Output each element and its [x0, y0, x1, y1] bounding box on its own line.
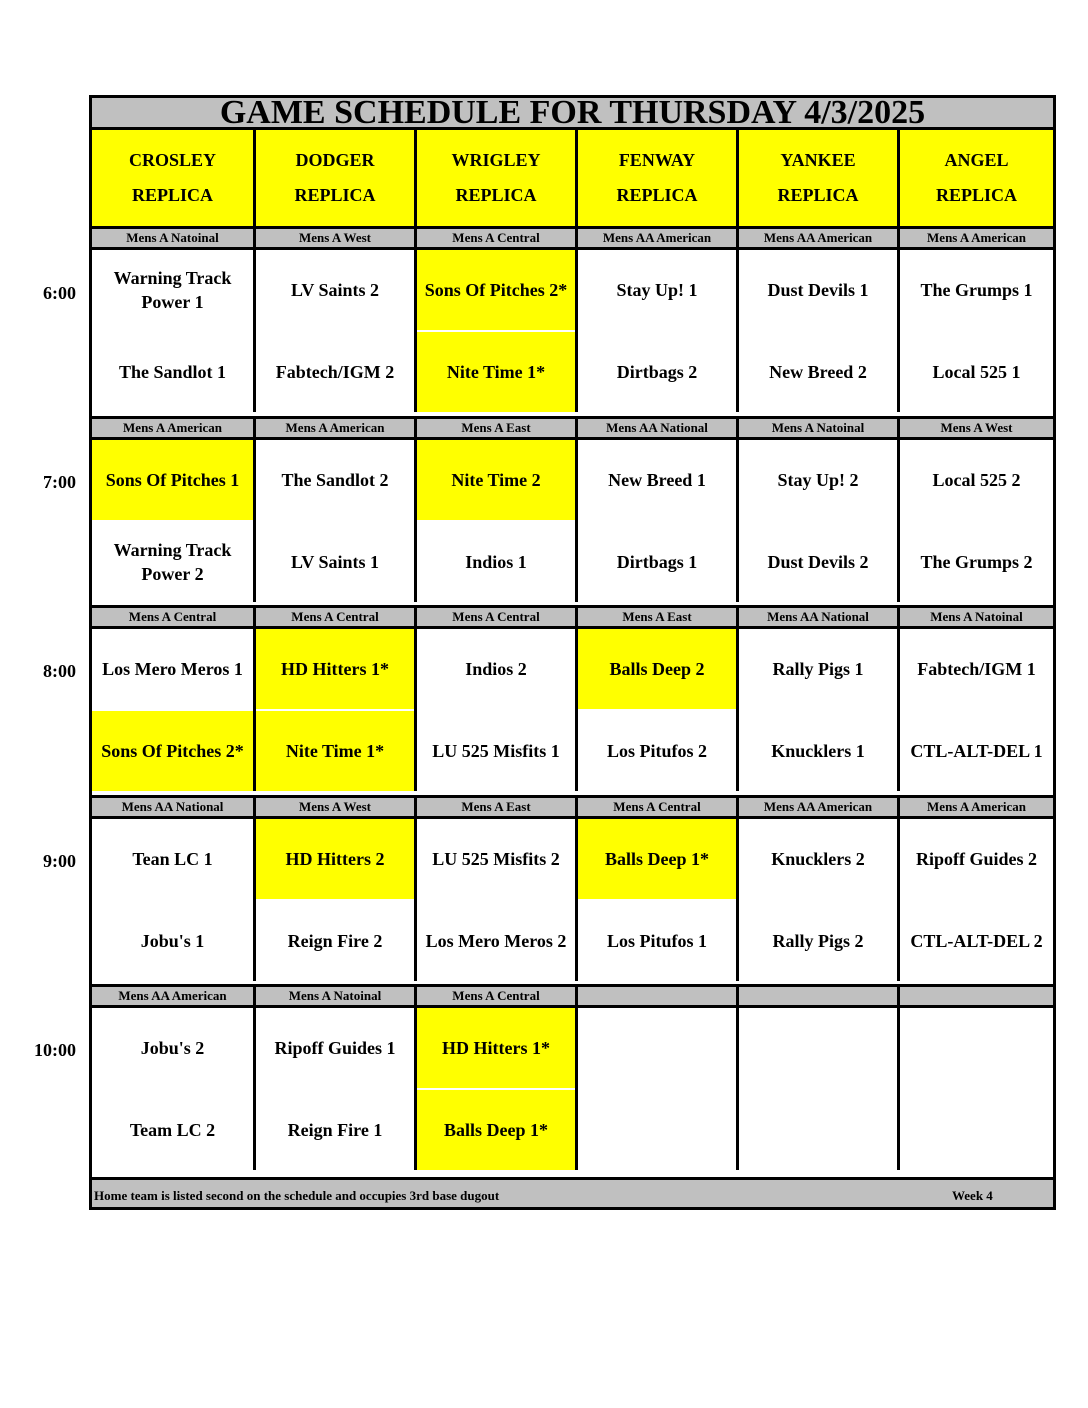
- home-team: Team LC 2: [129, 1120, 216, 1140]
- field-header-wrigley: [414, 130, 575, 226]
- field-name: FENWAY: [618, 150, 696, 170]
- division-label: [575, 984, 736, 1008]
- time-label: 8:00: [43, 661, 76, 681]
- field-header-dodger: [253, 130, 414, 226]
- game-cell: [897, 629, 1053, 791]
- field-header-yankee: [736, 130, 897, 226]
- game-cell: [253, 1008, 414, 1170]
- game-cell: [897, 1008, 1053, 1170]
- away-team: Indios 2: [465, 659, 527, 679]
- game-cell: [897, 250, 1053, 412]
- division-label: Mens AA American: [736, 226, 897, 250]
- away-team: HD Hitters 1*: [256, 629, 414, 709]
- away-team: Ripoff Guides 1: [274, 1038, 396, 1058]
- division-row: [92, 605, 1053, 629]
- division-label: Mens A East: [414, 416, 575, 440]
- field-header-crosley: [92, 130, 253, 226]
- field-name: CROSLEY: [128, 150, 217, 170]
- home-team: Los Mero Meros 2: [425, 931, 567, 951]
- footer-note: Home team is listed second on the schedule and occupies 3rd base dugout: [94, 1188, 500, 1203]
- game-cell: [736, 1008, 897, 1170]
- home-team: Jobu's 1: [140, 931, 205, 951]
- home-team: Warning Track Power 2: [113, 540, 232, 584]
- division-label: Mens AA National: [92, 795, 253, 819]
- away-team: [739, 1008, 897, 1088]
- game-cell: [253, 440, 414, 602]
- away-team: Rally Pigs 1: [772, 659, 864, 679]
- away-team: Stay Up! 1: [616, 280, 698, 300]
- home-team: The Grumps 2: [920, 552, 1033, 572]
- game-row: [92, 440, 1053, 602]
- game-cell: [253, 629, 414, 791]
- away-team: Ripoff Guides 2: [915, 849, 1038, 869]
- division-label: Mens A Central: [414, 605, 575, 629]
- away-team: Warning Track Power 1: [113, 268, 232, 312]
- division-label: Mens A West: [897, 416, 1053, 440]
- game-cell: [414, 250, 575, 412]
- home-team: Dirtbags 2: [616, 362, 698, 382]
- home-team: Fabtech/IGM 2: [275, 362, 395, 382]
- away-team: [578, 1008, 736, 1088]
- division-row: [92, 416, 1053, 440]
- division-label: Mens AA National: [575, 416, 736, 440]
- home-team: LU 525 Misfits 1: [432, 741, 560, 761]
- division-label: Mens A Central: [414, 226, 575, 250]
- division-label: Mens A West: [253, 795, 414, 819]
- division-label: Mens A East: [575, 605, 736, 629]
- away-team: Stay Up! 2: [777, 470, 859, 490]
- home-team: Rally Pigs 2: [772, 931, 864, 951]
- division-label: Mens A Central: [92, 605, 253, 629]
- game-cell: [253, 250, 414, 412]
- division-label: Mens A Central: [575, 795, 736, 819]
- division-row: [92, 226, 1053, 250]
- home-team: [739, 1090, 897, 1170]
- division-label: Mens A American: [897, 795, 1053, 819]
- field-type: REPLICA: [616, 185, 698, 205]
- home-team: Nite Time 1*: [417, 332, 575, 412]
- home-team: Knucklers 1: [771, 741, 865, 761]
- away-team: Tean LC 1: [132, 849, 213, 869]
- footer-bar: [92, 1177, 1053, 1207]
- game-cell: [736, 250, 897, 412]
- field-name: WRIGLEY: [451, 150, 541, 170]
- schedule-title: GAME SCHEDULE FOR THURSDAY 4/3/2025: [92, 98, 1053, 130]
- away-team: Dust Devils 1: [767, 280, 869, 300]
- division-label: Mens A American: [253, 416, 414, 440]
- division-row: [92, 795, 1053, 819]
- home-team: Los Pitufos 1: [606, 931, 707, 951]
- division-label: Mens AA American: [92, 984, 253, 1008]
- away-team: The Sandlot 2: [281, 470, 389, 490]
- home-team: LV Saints 1: [290, 552, 380, 572]
- home-team: Nite Time 1*: [256, 711, 414, 791]
- division-label: Mens A Natoinal: [736, 416, 897, 440]
- game-cell: [575, 629, 736, 791]
- game-cell: [575, 250, 736, 412]
- division-label: Mens A American: [92, 416, 253, 440]
- away-team: Los Mero Meros 1: [102, 659, 243, 679]
- field-type: REPLICA: [455, 185, 537, 205]
- game-cell: [736, 440, 897, 602]
- game-cell: [92, 250, 253, 412]
- away-team: Jobu's 2: [140, 1038, 205, 1058]
- away-team: Knucklers 2: [771, 849, 865, 869]
- division-label: Mens A Natoinal: [897, 605, 1053, 629]
- game-cell: [253, 819, 414, 981]
- time-label: 10:00: [34, 1040, 76, 1060]
- home-team: Sons Of Pitches 2*: [92, 711, 253, 791]
- division-label: Mens AA American: [575, 226, 736, 250]
- game-cell: [92, 1008, 253, 1170]
- game-row: [92, 629, 1053, 791]
- division-label: Mens A Natoinal: [92, 226, 253, 250]
- field-type: REPLICA: [935, 185, 1017, 205]
- division-label: [736, 984, 897, 1008]
- home-team: [900, 1090, 1053, 1170]
- division-label: Mens AA American: [736, 795, 897, 819]
- game-cell: [414, 1008, 575, 1170]
- division-label: Mens A West: [253, 226, 414, 250]
- away-team: LU 525 Misfits 2: [432, 849, 560, 869]
- division-row: [92, 984, 1053, 1008]
- away-team: HD Hitters 2: [256, 819, 414, 899]
- away-team: LV Saints 2: [290, 280, 380, 300]
- time-label: 7:00: [43, 472, 76, 492]
- division-label: Mens A Central: [414, 984, 575, 1008]
- game-row: [92, 1008, 1053, 1170]
- week-label: Week 4: [952, 1188, 993, 1203]
- home-team: Local 525 1: [932, 362, 1021, 382]
- home-team: New Breed 2: [769, 362, 867, 382]
- game-cell: [414, 629, 575, 791]
- division-label: Mens A American: [897, 226, 1053, 250]
- schedule-table: [89, 95, 1056, 1210]
- field-header-angel: [897, 130, 1053, 226]
- home-team: Los Pitufos 2: [606, 741, 707, 761]
- game-cell: [575, 1008, 736, 1170]
- game-cell: [575, 440, 736, 602]
- home-team: Reign Fire 2: [287, 931, 383, 951]
- field-name: YANKEE: [780, 150, 856, 170]
- game-cell: [736, 819, 897, 981]
- away-team: Fabtech/IGM 1: [917, 659, 1036, 679]
- home-team: Reign Fire 1: [287, 1120, 383, 1140]
- away-team: [900, 1008, 1053, 1088]
- home-team: Indios 1: [465, 552, 527, 572]
- game-cell: [575, 819, 736, 981]
- field-header-fenway: [575, 130, 736, 226]
- division-label: Mens A Central: [253, 605, 414, 629]
- home-team: Balls Deep 1*: [417, 1090, 575, 1170]
- away-team: Local 525 2: [932, 470, 1021, 490]
- time-label: 9:00: [43, 851, 76, 871]
- game-cell: [736, 629, 897, 791]
- field-header-row: [92, 130, 1053, 226]
- home-team: CTL-ALT-DEL 1: [910, 741, 1043, 761]
- game-cell: [92, 629, 253, 791]
- game-row: [92, 250, 1053, 412]
- division-label: Mens AA National: [736, 605, 897, 629]
- away-team: New Breed 1: [608, 470, 706, 490]
- field-type: REPLICA: [294, 185, 376, 205]
- game-row: [92, 819, 1053, 981]
- away-team: The Grumps 1: [920, 280, 1033, 300]
- field-name: DODGER: [295, 150, 375, 170]
- away-team: Balls Deep 2: [578, 629, 736, 709]
- away-team: Balls Deep 1*: [578, 819, 736, 899]
- division-label: Mens A Natoinal: [253, 984, 414, 1008]
- field-type: REPLICA: [777, 185, 859, 205]
- home-team: Dirtbags 1: [616, 552, 698, 572]
- division-label: Mens A East: [414, 795, 575, 819]
- away-team: Nite Time 2: [417, 440, 575, 520]
- away-team: HD Hitters 1*: [417, 1008, 575, 1088]
- game-cell: [92, 440, 253, 602]
- game-cell: [414, 440, 575, 602]
- game-cell: [897, 440, 1053, 602]
- away-team: Sons Of Pitches 1: [92, 440, 253, 520]
- division-label: [897, 984, 1053, 1008]
- time-label: 6:00: [43, 283, 76, 303]
- home-team: [578, 1090, 736, 1170]
- field-name: ANGEL: [944, 150, 1009, 170]
- field-type: REPLICA: [131, 185, 213, 205]
- home-team: CTL-ALT-DEL 2: [910, 931, 1043, 951]
- home-team: Dust Devils 2: [767, 552, 869, 572]
- game-cell: [92, 819, 253, 981]
- game-cell: [414, 819, 575, 981]
- away-team: Sons Of Pitches 2*: [417, 250, 575, 330]
- home-team: The Sandlot 1: [118, 362, 227, 382]
- game-cell: [897, 819, 1053, 981]
